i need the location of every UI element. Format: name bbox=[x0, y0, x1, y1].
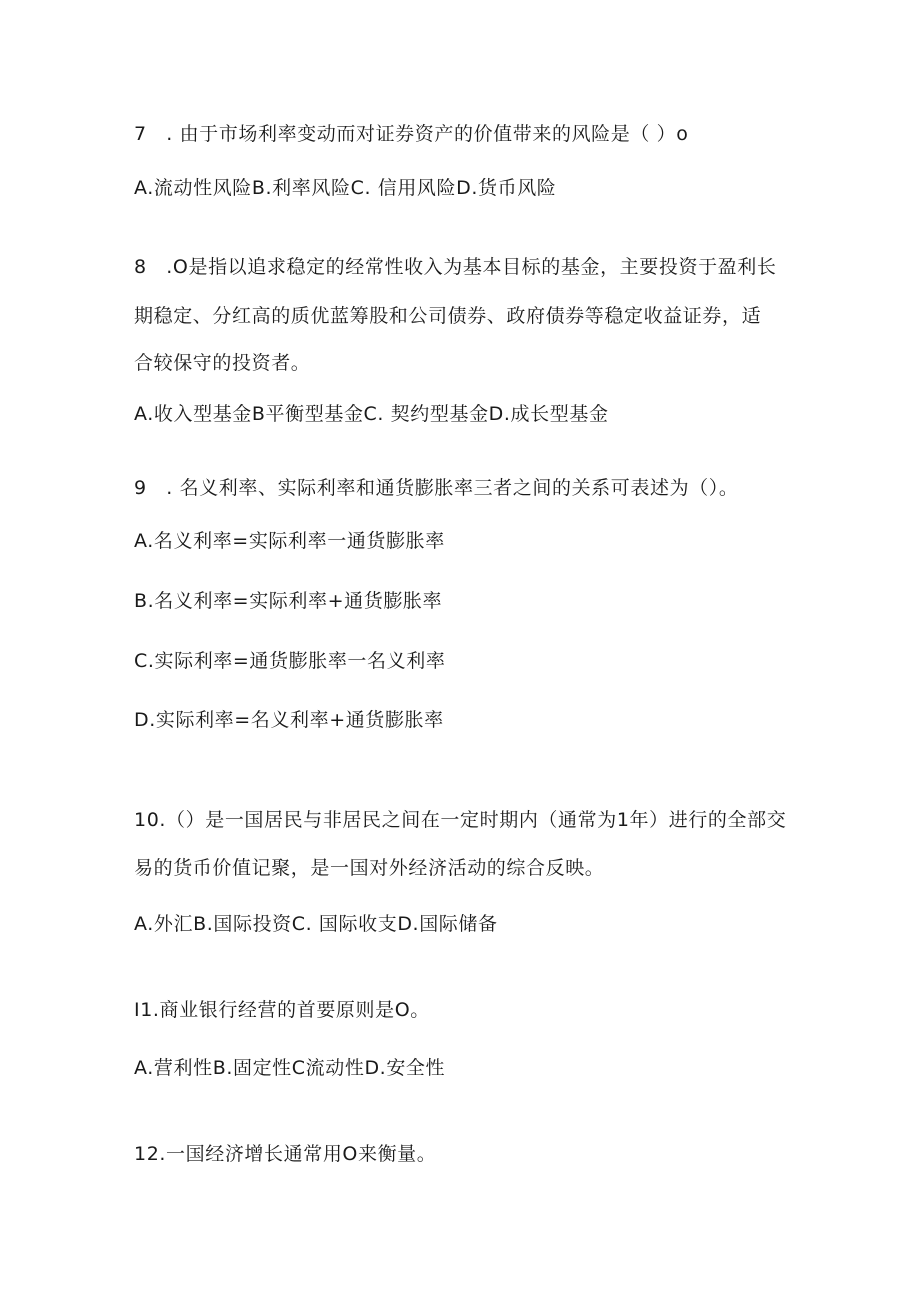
question-8-stem-line-1: 8 .O是指以追求稳定的经常性收入为基本目标的基金，主要投资于盈利长 bbox=[134, 256, 777, 278]
question-9-option-a: A.名义利率=实际利率一通货膨胀率 bbox=[134, 530, 445, 552]
question-8-stem-line-3: 合较保守的投资者。 bbox=[134, 352, 311, 374]
question-7-stem: 7 . 由于市场利率变动而对证券资产的价值带来的风险是（ ）o bbox=[134, 123, 689, 145]
question-8-options: A.收入型基金B平衡型基金C. 契约型基金D.成长型基金 bbox=[134, 403, 609, 425]
question-11-options: A.营利性B.固定性C流动性D.安全性 bbox=[134, 1057, 446, 1079]
question-9-option-c: C.实际利率=通货膨胀率一名义利率 bbox=[134, 650, 446, 672]
question-10-stem-line-2: 易的货币价值记聚，是一国对外经济活动的综合反映。 bbox=[134, 857, 605, 879]
question-12-stem: 12.一国经济增长通常用O来衡量。 bbox=[134, 1143, 437, 1165]
question-9-stem: 9 . 名义利率、实际利率和通货膨胀率三者之间的关系可表述为（）。 bbox=[134, 477, 739, 499]
question-9-option-d: D.实际利率=名义利率+通货膨胀率 bbox=[134, 709, 444, 731]
question-10-options: A.外汇B.国际投资C. 国际收支D.国际储备 bbox=[134, 913, 498, 935]
question-11-stem: I1.商业银行经营的首要原则是O。 bbox=[134, 999, 430, 1021]
question-8-stem-line-2: 期稳定、分红高的质优蓝筹股和公司债券、政府债券等稳定收益证券，适 bbox=[134, 305, 762, 327]
question-9-option-b: B.名义利率=实际利率+通货膨胀率 bbox=[134, 590, 443, 612]
question-10-stem-line-1: 10.（）是一国居民与非居民之间在一定时期内（通常为1年）进行的全部交 bbox=[134, 809, 787, 831]
question-7-options: A.流动性风险B.利率风险C. 信用风险D.货币风险 bbox=[134, 177, 557, 199]
